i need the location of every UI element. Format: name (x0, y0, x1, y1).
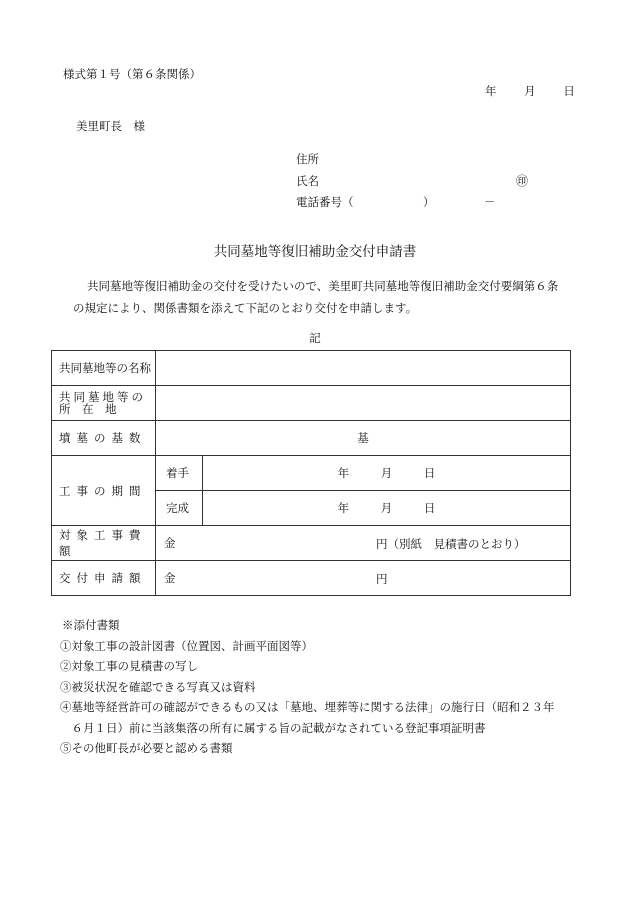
end-year: 年 (337, 501, 350, 515)
attachments-heading: ※添付書類 (62, 618, 120, 632)
attachments-list (62, 615, 555, 759)
date-day: 日 (563, 84, 575, 98)
period-label: 工事の期間 (52, 456, 156, 526)
start-day: 日 (423, 466, 436, 480)
cemetery-name-field[interactable] (156, 351, 571, 386)
name-label: 氏名 (296, 174, 319, 188)
row-grave-count (52, 421, 571, 456)
attachment-item: ⑤その他町長が必要と認める書類 (60, 741, 233, 755)
seal-mark: ㊞ (516, 174, 529, 188)
row-grant-amount (52, 561, 571, 596)
cemetery-name-label: 共同墓地等の名称 (52, 351, 156, 386)
grave-count-unit: 基 (357, 431, 369, 445)
addressee: 美里町長 様 (76, 119, 145, 133)
row-period-start (52, 456, 571, 491)
row-project-cost (52, 526, 571, 561)
end-date-field[interactable] (203, 491, 571, 526)
attachment-item: ６月１日）前に当該集落の所有に属する旨の記載がなされている登記事項証明書 (60, 720, 486, 735)
grant-amount-label: 交付申請額 (52, 561, 156, 596)
end-month: 月 (380, 501, 393, 515)
location-field[interactable] (156, 386, 571, 421)
row-cemetery-name (52, 351, 571, 386)
grant-amount-suffix: 円 (376, 572, 388, 586)
body-line-1: 共同墓地等復旧補助金の交付を受けたいので、美里町共同墓地等復旧補助金交付要綱第６条 (87, 279, 559, 293)
attachment-item: ①対象工事の設計図書（位置図、計画平面図等） (60, 638, 313, 653)
location-label (52, 386, 156, 421)
phone-label: 電話番号（ (296, 195, 354, 209)
start-month: 月 (380, 466, 393, 480)
ki-mark: 記 (309, 331, 321, 345)
project-cost-label: 対象工事費額 (52, 526, 156, 561)
end-label: 完成 (156, 491, 203, 526)
application-table (51, 350, 571, 596)
attachment-item: ④墓地等経営許可の確認ができるもの又は「墓地、埋葬等に関する法律」の施行日（昭和２３年 (60, 700, 555, 714)
date-month: 月 (524, 84, 536, 98)
location-label-line1: 共同墓地等の (59, 390, 146, 404)
grave-count-field[interactable] (156, 421, 571, 456)
location-label-line2: 所 在 地 (59, 402, 117, 416)
end-day: 日 (423, 501, 436, 515)
grant-amount-field[interactable] (156, 561, 571, 596)
form-number: 様式第１号（第６条関係） (63, 67, 201, 81)
start-label: 着手 (156, 456, 203, 491)
project-cost-suffix: 円（別紙 見積書のとおり） (376, 537, 526, 551)
grave-count-label: 墳墓の基数 (52, 421, 156, 456)
attachment-item: ②対象工事の見積書の写し (60, 659, 198, 673)
address-label: 住所 (296, 152, 319, 166)
grant-amount-prefix: 金 (164, 571, 176, 585)
start-year: 年 (337, 466, 350, 480)
project-cost-prefix: 金 (164, 536, 176, 550)
header-date (485, 83, 575, 99)
start-date-field[interactable] (203, 456, 571, 491)
date-year: 年 (485, 84, 497, 98)
phone-dash: － (484, 195, 496, 209)
document-title: 共同墓地等復旧補助金交付申請書 (213, 244, 417, 260)
row-location (52, 386, 571, 421)
attachment-item: ③被災状況を確認できる写真又は資料 (60, 679, 256, 694)
project-cost-field[interactable] (156, 526, 571, 561)
phone-close: ） (423, 195, 435, 209)
body-line-2: の規定により、関係書類を添えて下記のとおり交付を申請します。 (73, 301, 418, 315)
